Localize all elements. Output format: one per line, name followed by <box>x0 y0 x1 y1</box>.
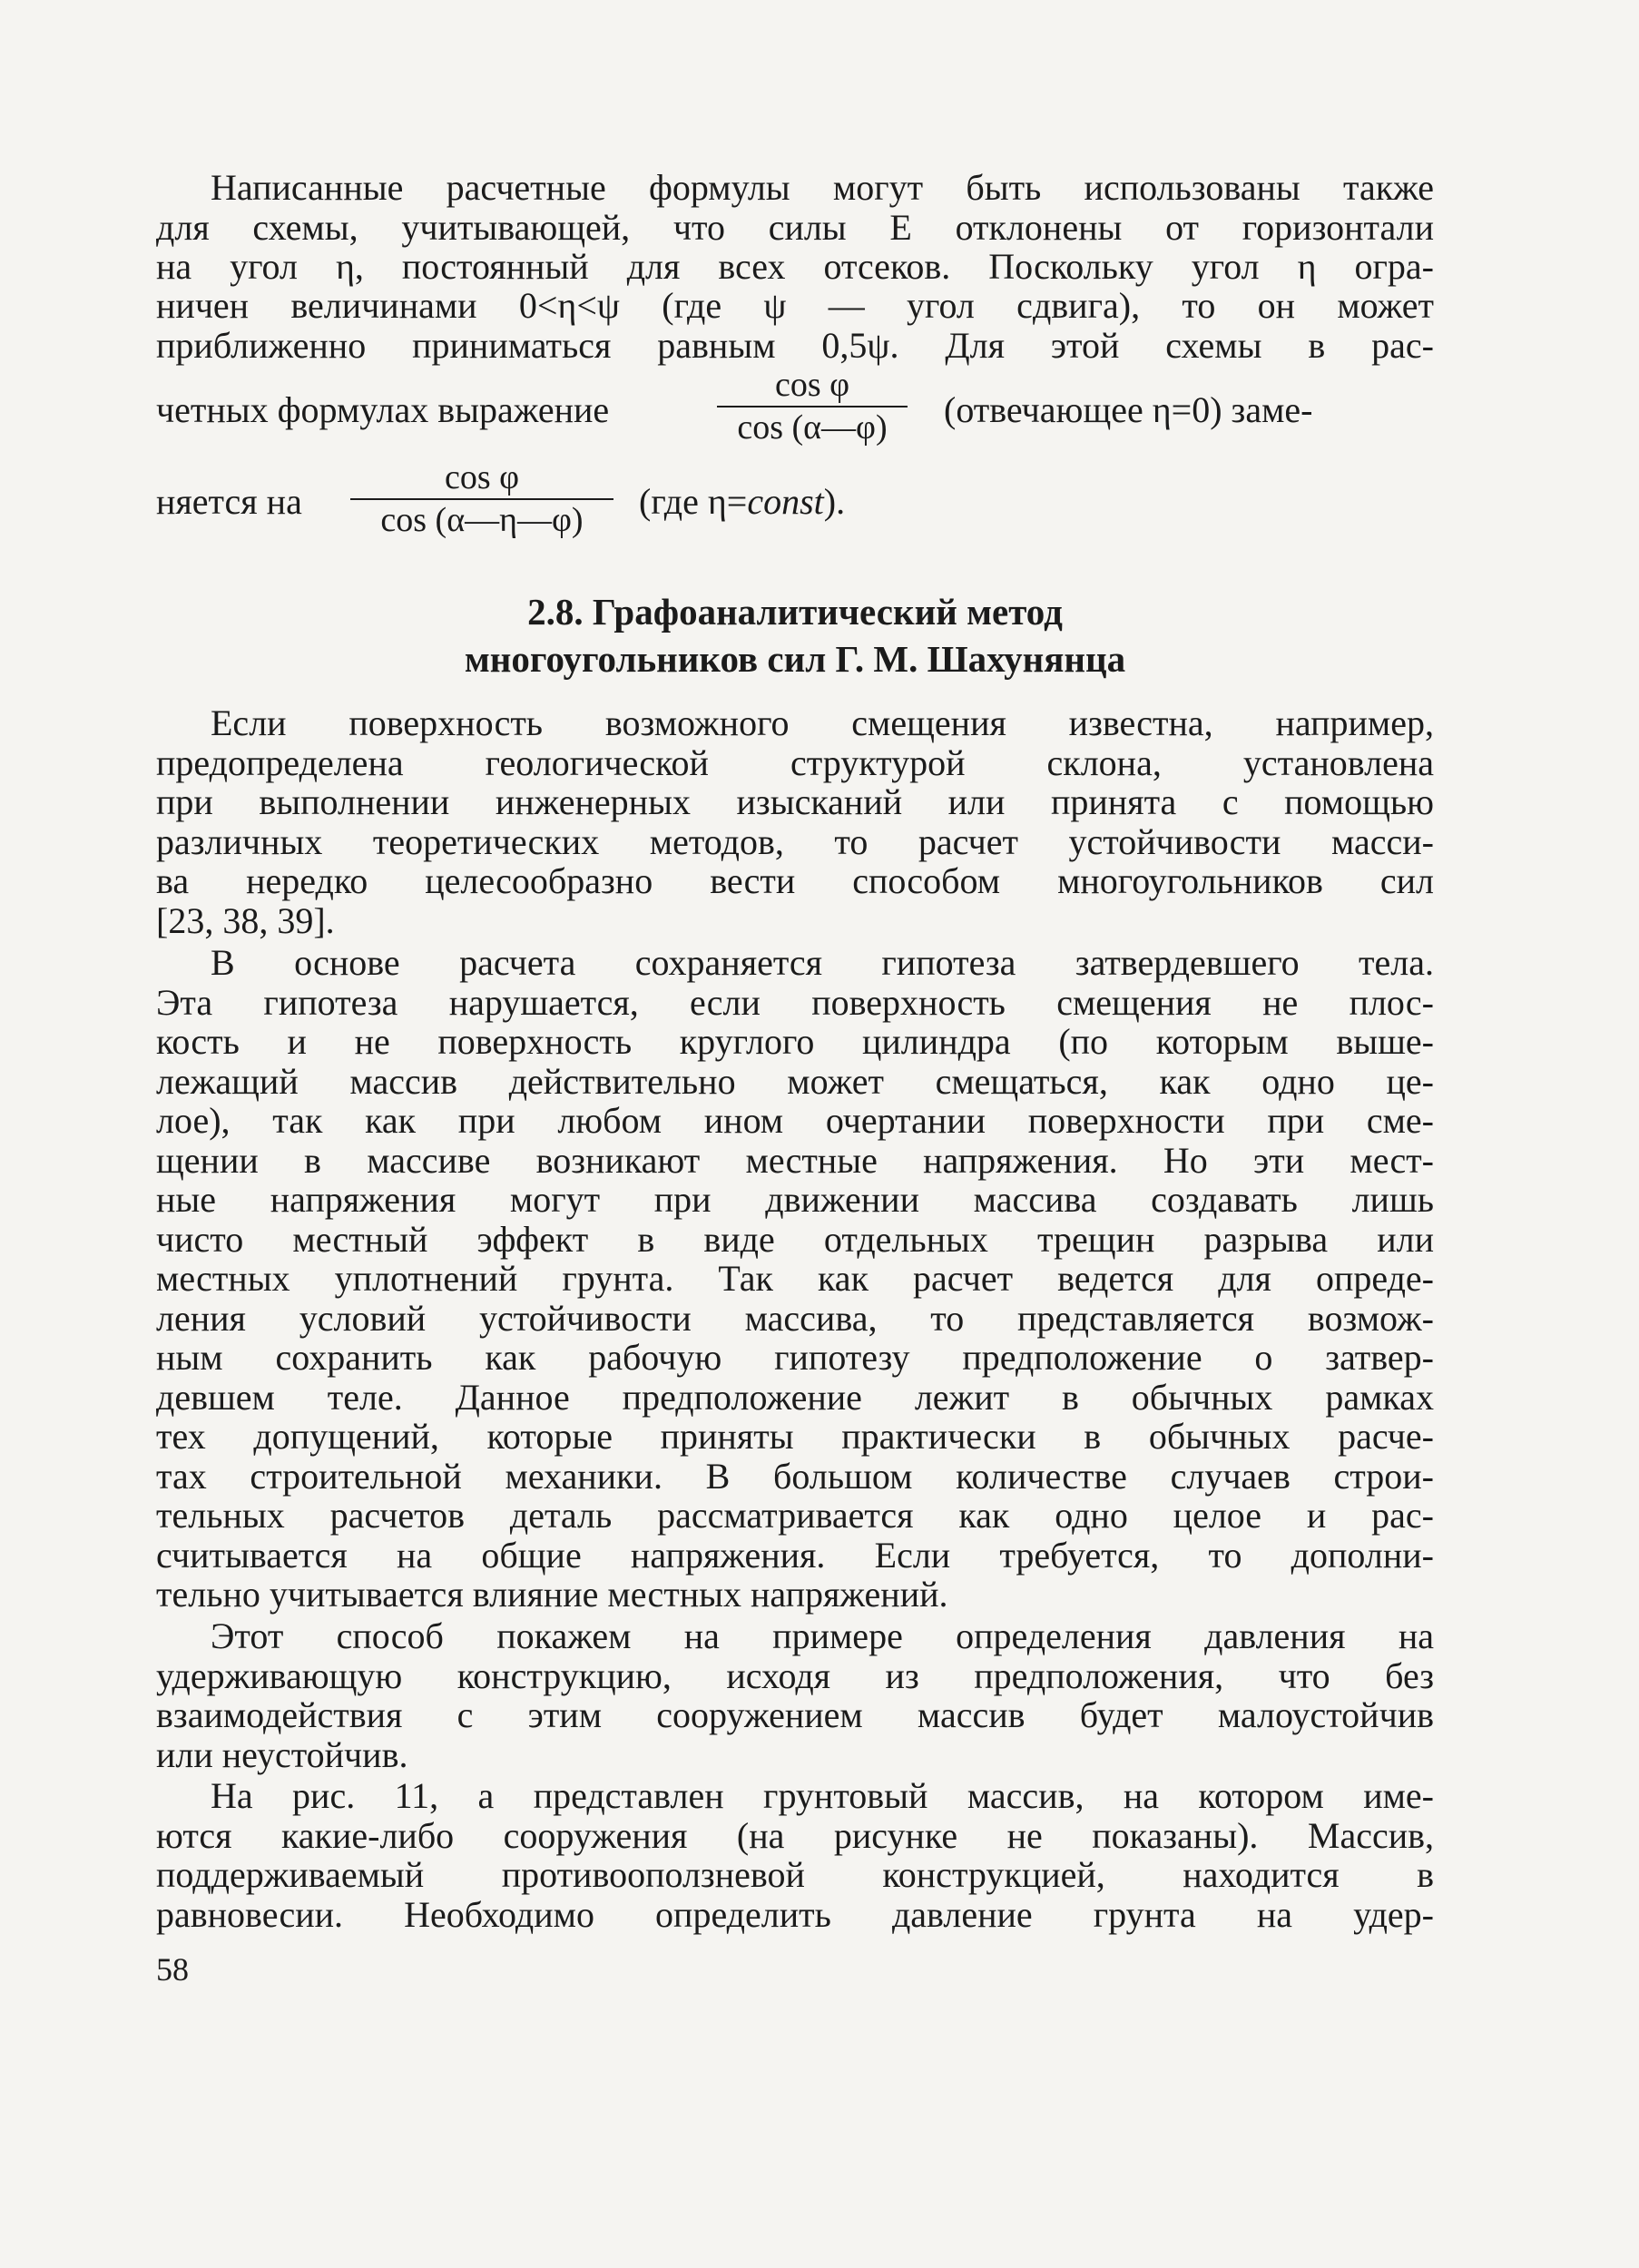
formula-suffix-post: ). <box>823 481 846 522</box>
text-line: для схемы, учитывающей, что силы Е отклонены от горизонтали <box>156 207 1434 248</box>
text-line: ются какие-либо сооружения (на рисунке не показаны). Массив, <box>156 1815 1434 1856</box>
fraction-cos-phi-over-cos-alpha-phi <box>717 367 908 446</box>
text-line: ничен величинами 0<η<ψ (где ψ — угол сдвига), то он может <box>156 285 1434 326</box>
section-heading-line-1: 2.8. Графоаналитический метод <box>527 591 1063 633</box>
text-line: тельно учитывается влияние местных напряжений. <box>156 1574 948 1615</box>
fraction-denominator: cos (α—η—φ) <box>380 501 584 539</box>
formula-suffix-pre: (где η= <box>639 481 748 522</box>
page-number: 58 <box>156 1951 189 1988</box>
text-line: В основе расчета сохраняется гипотеза затвердевшего тела. <box>211 942 1434 983</box>
text-line: Эта гипотеза нарушается, если поверхность смещения не плос- <box>156 982 1434 1023</box>
formula-prefix: четных формулах выражение <box>156 389 610 430</box>
text-line: девшем теле. Данное предположение лежит в обычных рамках <box>156 1377 1434 1418</box>
formula-const: const <box>747 481 824 522</box>
text-line: кость и не поверхность круглого цилиндра (по которым выше- <box>156 1021 1434 1062</box>
fraction-bar <box>717 406 908 407</box>
fraction-numerator: cos φ <box>444 458 520 496</box>
text-line: местных уплотнений грунта. Так как расчет ведется для опреде- <box>156 1258 1434 1299</box>
text-line: ва нередко целесообразно вести способом многоугольников сил <box>156 860 1434 901</box>
text-line: поддерживаемый противооползневой конструкцией, находится в <box>156 1854 1434 1895</box>
formula-suffix: (отвечающее η=0) заме- <box>944 389 1313 430</box>
text-line: лежащий массив действительно может смещаться, как одно це- <box>156 1061 1434 1102</box>
text-line: при выполнении инженерных изысканий или принята с помощью <box>156 781 1434 822</box>
formula-suffix <box>639 483 845 521</box>
text-line: на угол η, постоянный для всех отсеков. Поскольку угол η огра- <box>156 246 1434 287</box>
text-line: лое), так как при любом ином очертании поверхности при сме- <box>156 1100 1434 1141</box>
section-heading-line-2: многоугольников сил Г. М. Шахунянца <box>464 638 1126 680</box>
text-line: или неустойчив. <box>156 1734 408 1775</box>
text-line: Этот способ покажем на примере определения давления на <box>211 1615 1434 1656</box>
text-line: приближенно приниматься равным 0,5ψ. Для этой схемы в рас- <box>156 325 1434 366</box>
fraction-numerator: cos φ <box>774 366 850 404</box>
fraction-cos-phi-over-cos-alpha-eta-phi <box>350 459 613 538</box>
fraction-denominator: cos (α—φ) <box>737 408 888 447</box>
fraction-bar <box>350 498 613 500</box>
text-line: взаимодействия с этим сооружением массив будет малоустойчив <box>156 1694 1434 1735</box>
text-line: равновесии. Необходимо определить давление грунта на удер- <box>156 1894 1434 1935</box>
text-line: На рис. 11, а представлен грунтовый массив, на котором име- <box>211 1775 1434 1816</box>
text-line: чисто местный эффект в виде отдельных трещин разрыва или <box>156 1219 1434 1260</box>
text-line: Если поверхность возможного смещения известна, например, <box>211 702 1434 743</box>
text-line: ным сохранить как рабочую гипотезу предположение о затвер- <box>156 1337 1434 1378</box>
text-line: тех допущений, которые приняты практически в обычных расче- <box>156 1416 1434 1457</box>
text-line: щении в массиве возникают местные напряжения. Но эти мест- <box>156 1140 1434 1181</box>
text-line: ления условий устойчивости массива, то представляется возмож- <box>156 1298 1434 1339</box>
text-line: удерживающую конструкцию, исходя из предположения, что без <box>156 1655 1434 1696</box>
text-line: считывается на общие напряжения. Если требуется, то дополни- <box>156 1535 1434 1576</box>
formula-prefix: няется на <box>156 481 302 522</box>
text-line: тах строительной механики. В большом количестве случаев строи- <box>156 1456 1434 1497</box>
text-line: ные напряжения могут при движении массива создавать лишь <box>156 1179 1434 1220</box>
text-line: Написанные расчетные формулы могут быть использованы также <box>211 167 1434 208</box>
text-line: тельных расчетов деталь рассматривается как одно целое и рас- <box>156 1495 1434 1536</box>
text-line: различных теоретических методов, то расчет устойчивости масси- <box>156 821 1434 862</box>
text-line: [23, 38, 39]. <box>156 900 335 941</box>
text-line: предопределена геологической структурой склона, установлена <box>156 742 1434 783</box>
